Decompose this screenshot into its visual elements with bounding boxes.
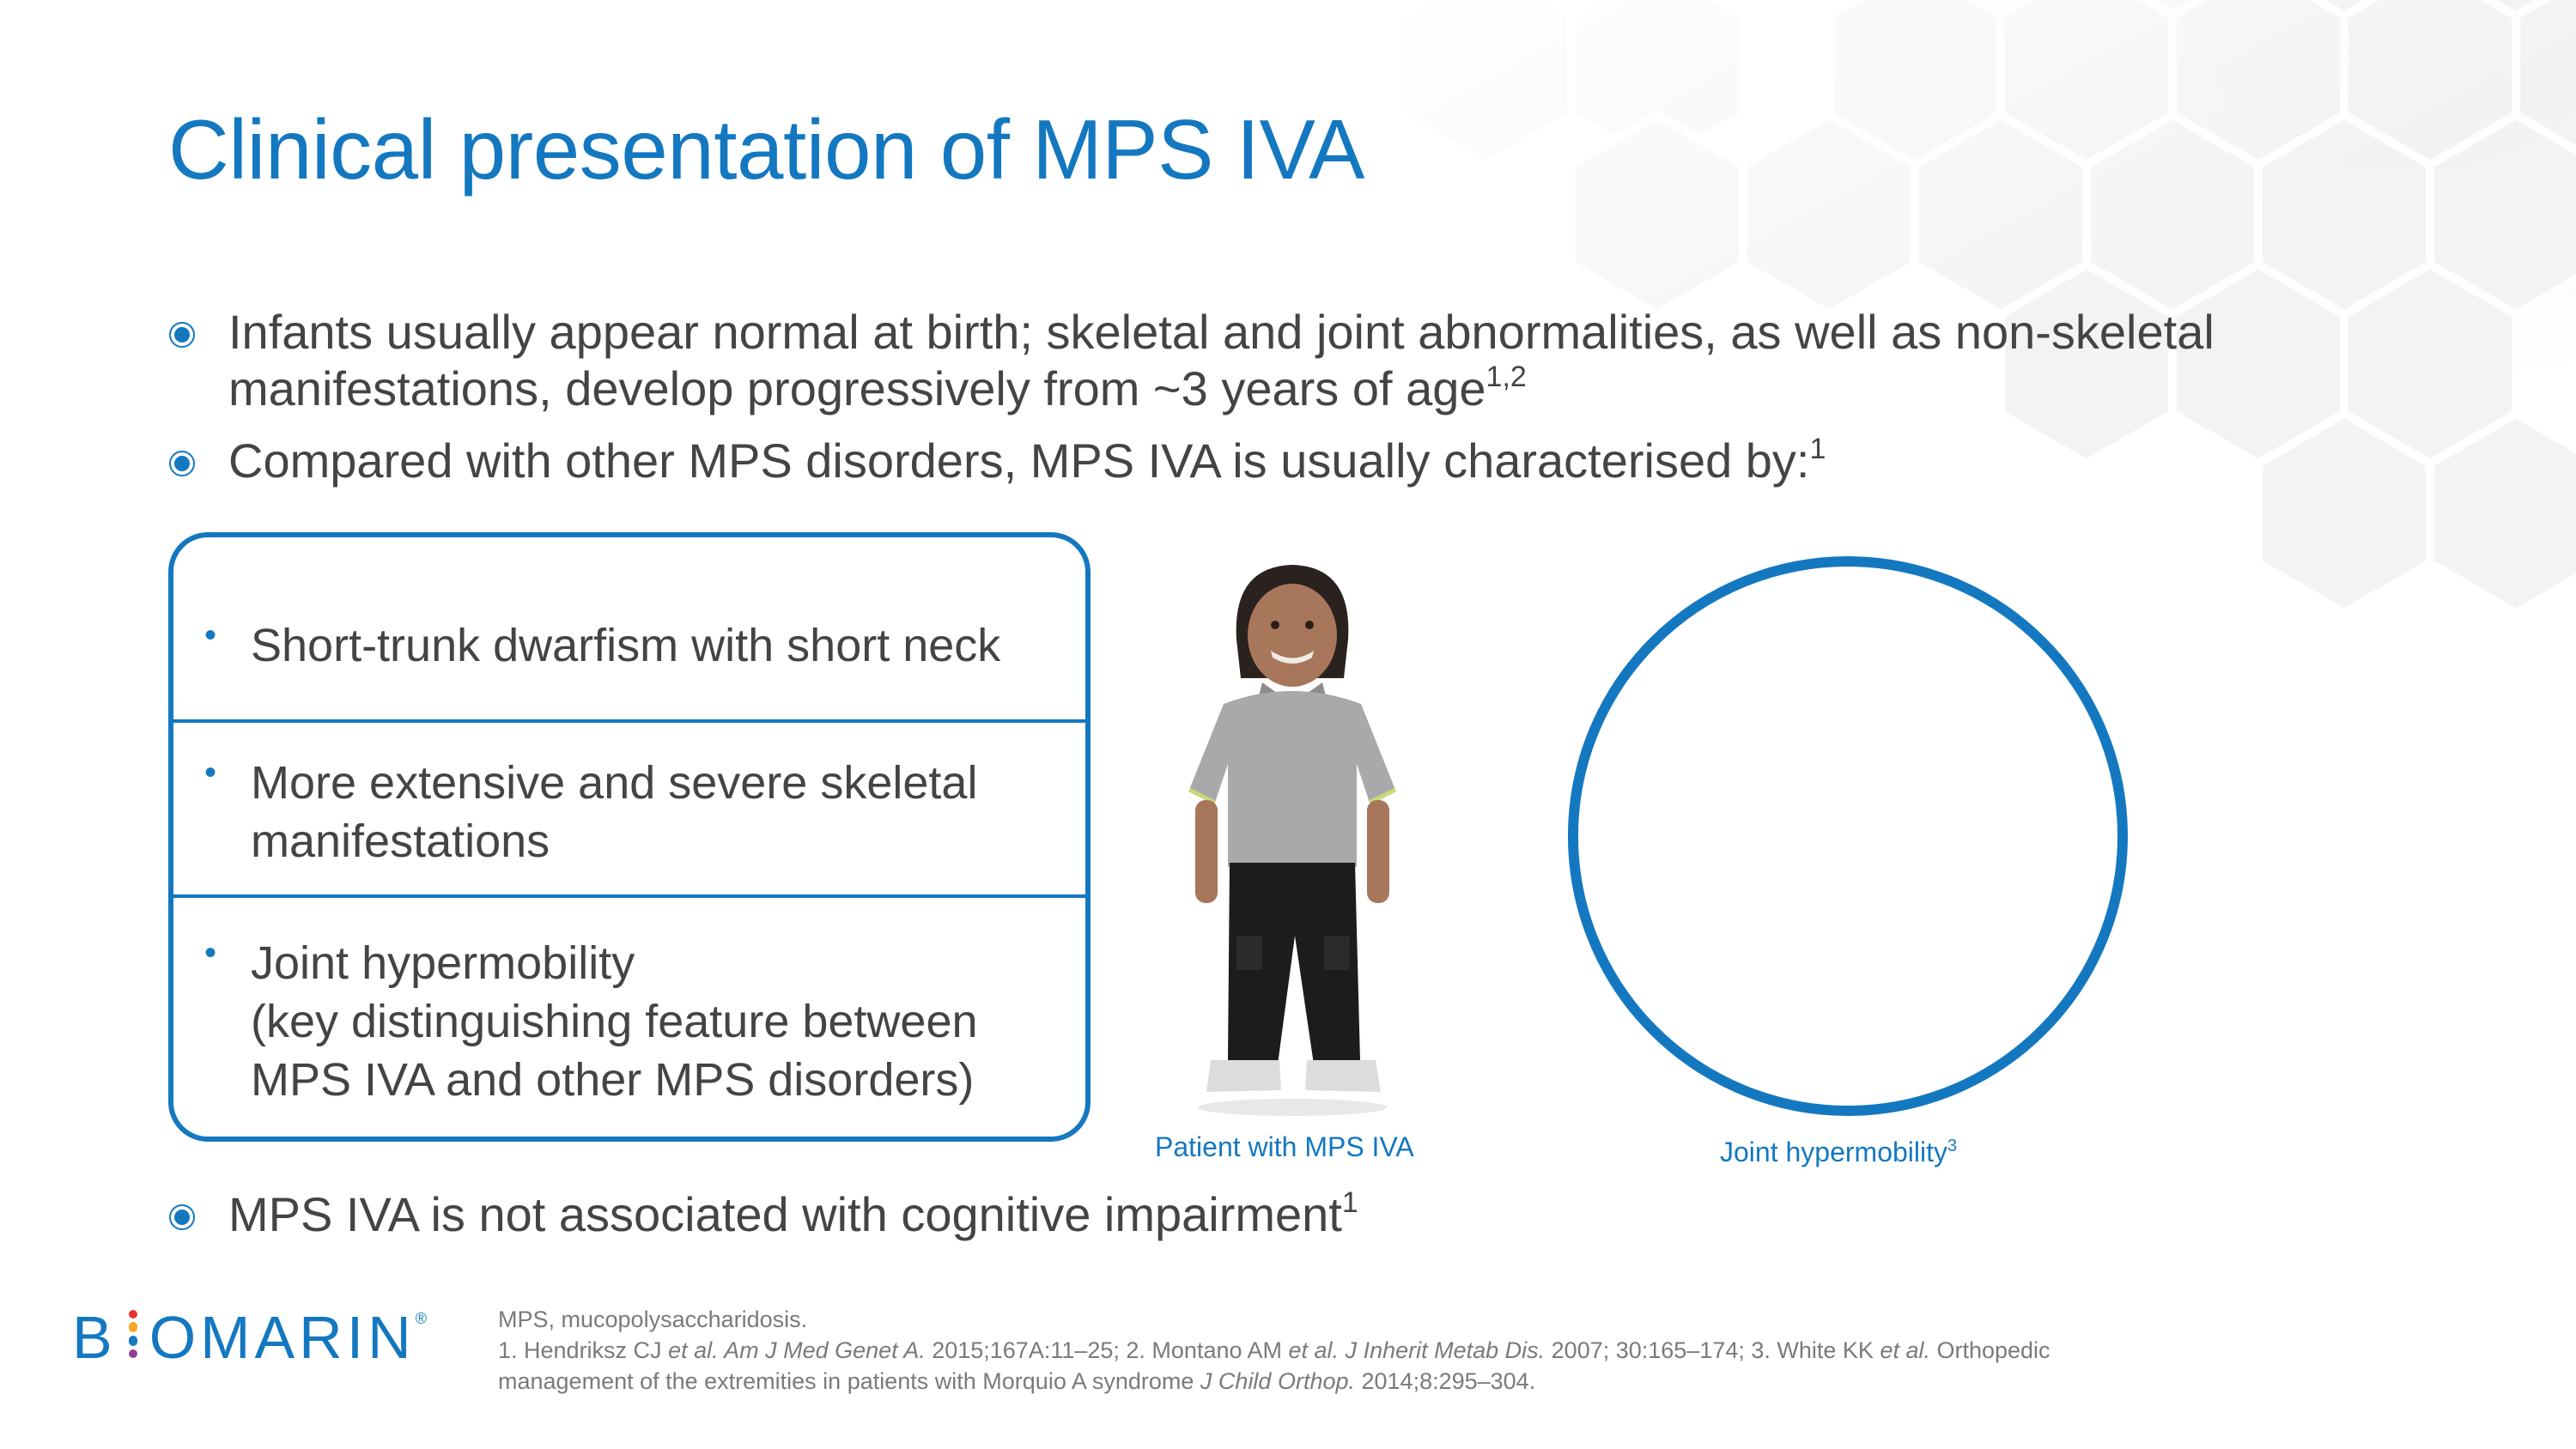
footnote-ref3-title: management of the extremities in patients with Morquio A syndrome [498,1368,1200,1394]
box-row-text: More extensive and severe skeletal manifestations [251,757,978,867]
footnote-journal: Am J Med Genet A. [718,1337,926,1363]
footnote-references-line1 [498,1335,2050,1366]
footnote-ref3-citation: 2014;8:295–304. [1355,1368,1536,1394]
bullet-dot-icon [168,1203,196,1231]
box-row-line2: (key distinguishing feature between MPS IVA and other MPS disorders) [251,996,978,1106]
box-row [173,898,1085,1138]
biomarin-logo [72,1303,427,1372]
bullet-text: Infants usually appear normal at birth; skeletal and joint abnormalities, as well as non-skeletal manifestations, develop progressively from ~3 years of age [228,305,2215,415]
footnote-etal: et al. [1288,1337,1340,1363]
joint-hypermobility-circle [1568,556,2128,1116]
footnote-ref1: 1. Hendriksz CJ [498,1337,669,1363]
box-row-text [251,934,1058,1109]
footnote-etal: et al. [1880,1337,1930,1363]
page-title: Clinical presentation of MPS IVA [168,102,1364,197]
box-bullet-icon: • [204,754,217,791]
characteristics-box [168,532,1091,1142]
bullet-superscript: 1 [1809,433,1826,465]
logo-registered-mark: ® [415,1310,427,1327]
bullet-dot-icon [168,450,196,477]
bullet-dot-icon [168,321,196,349]
caption-text: Joint hypermobility [1720,1137,1947,1167]
bullet-text: MPS IVA is not associated with cognitive impairment [228,1187,1342,1241]
box-bullet-icon: • [204,934,217,972]
footnote-ref3-detail: Orthopedic [1929,1337,2050,1363]
bullet-superscript: 1 [1341,1186,1358,1219]
footnote-etal: et al. [668,1337,719,1363]
bullet-text: Compared with other MPS disorders, MPS IVA is usually characterised by: [228,433,1810,488]
footnote-journal: J Inherit Metab Dis. [1339,1337,1546,1363]
logo-letter-b: B [72,1304,117,1371]
footnote-references-line2 [498,1366,1535,1397]
logo-colored-i-icon [122,1308,144,1360]
footnote-ref2-detail: 2007; 30:165–174; 3. White KK [1545,1337,1880,1363]
box-row [173,537,1085,719]
caption-superscript: 3 [1947,1137,1958,1155]
patient-caption: Patient with MPS IVA [1155,1131,1414,1162]
footnote-ref1-detail: 2015;167A:11–25; 2. Montano AM [925,1337,1289,1363]
bullet-superscript: 1,2 [1485,361,1527,393]
joint-hypermobility-caption [1720,1137,1957,1168]
logo-text: OMARIN [149,1304,416,1371]
patient-photo [1176,558,1408,1116]
box-bullet-icon: • [204,616,217,654]
box-row-text: Short-trunk dwarfism with short neck [251,620,1001,671]
box-row-line1: Joint hypermobility [251,937,635,989]
footnote-journal: J Child Orthop. [1200,1368,1355,1394]
box-row [173,723,1085,894]
footnote-abbreviation: MPS, mucopolysaccharidosis. [498,1307,808,1332]
